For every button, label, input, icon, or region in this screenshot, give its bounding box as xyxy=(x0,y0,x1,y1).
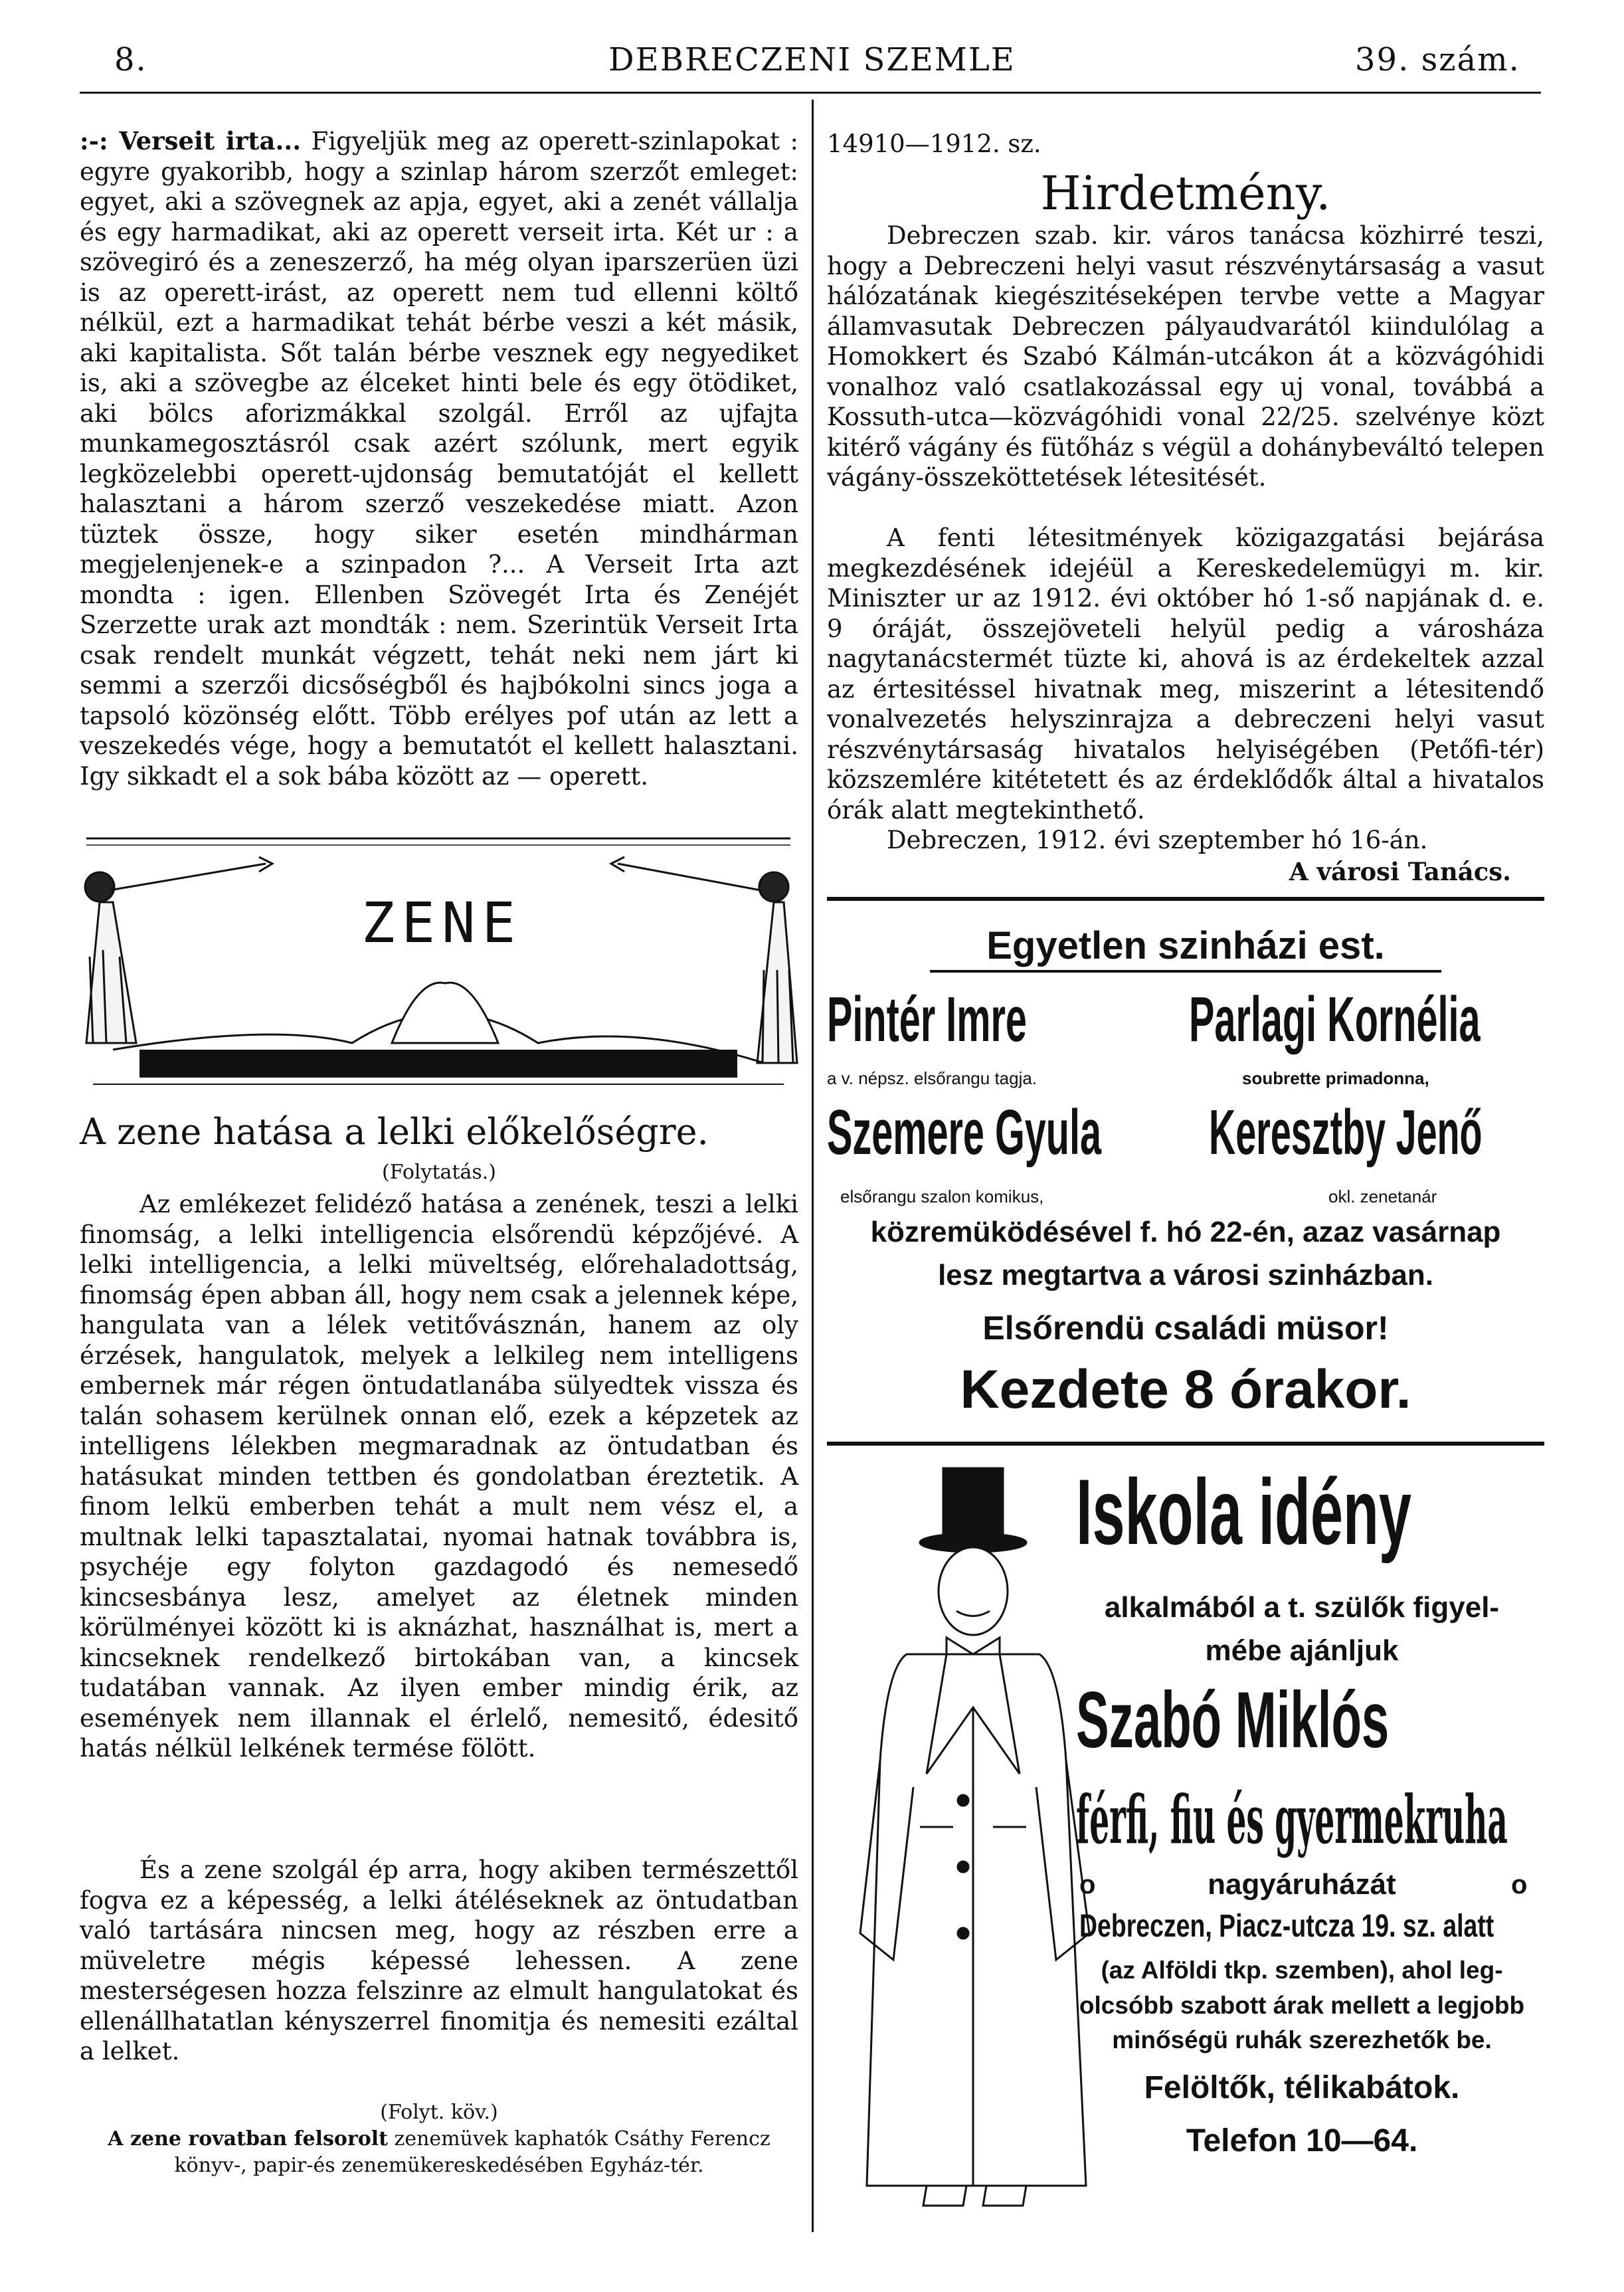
theatre-ad-title: Egyetlen szinházi est. xyxy=(986,924,1385,967)
notice-paragraph-2: A fenti létesitmények közigazgatási bejárása megkezdésének idejéül a Kereskedelemügyi m. kir. Miniszter ur az 1912. évi október hó 1-ső napjának d. e. 9 óráját, összejöveteli helyül pedig a városháza nagytanácstermét tüzte ki, ahová is az érdekeltek azzal az értesitéssel hivatnak meg, miszerint a létesitendő vonalvezetés helyszinrajza a debreczeni helyi vasut részvénytársaság hivatalos helyiségében (Petőfi-tér) közszemlére kitétetett és az érdeklődők által a hivatalos órák alatt megtekinthető. xyxy=(827,524,1544,824)
music-shop-note-bold: A zene rovatban felsorolt xyxy=(108,2127,389,2150)
ornament-right: o xyxy=(1511,1870,1528,1899)
clothing-ad-line-2: mébe ajánljuk xyxy=(1205,1634,1399,1667)
issue-number: 39. szám. xyxy=(1355,41,1520,78)
verseit-body: Figyeljük meg az operett-szinlapokat : egyre gyakoribb, hogy a szinlap három szerzőt emleget: egyet, aki a szövegnek az apja, egyet, aki a zenét vállalja és egy harmadikat, aki az operett verseit irta. Két ur : a szövegiró és a zeneszerző, ha még olyan iparszerüen üzi is az operett-irást, az operett nem tud ellenni költő nélkül, ezt a harmadikat tehát bérbe veszi a két másik, aki kapitalista. Sőt talán bérbe vesznek egy negyediket is, aki a szövegbe az élceket hinti bele és egy ötödiket, aki bölcs aforizmákkal szolgál. Erről az ujfajta munkamegosztásról csak azért szólunk, mert egyik legközelebbi operett-ujdonság bemutatóját el kellett halasztani a három szerző veszekedése miatt. Azon tüztek össze, hogy siker esetén mindhárman megjelenjenek-e a szinpadon ?... A Verseit Irta azt mondta : igen. Ellenben Szövegét Irta és Zenéjét Szerzette urak azt mondták : nem. Szerintük Verseit Irta csak rendelt munkát végzett, tehát neki nem járt ki semmi a szerzői dicsőségből és hajbókolni sincs joga a tapsoló közönség előtt. Több erélyes pof után az lett a veszekedés vége, hogy a bemutatót el kellett halasztani. Igy sikkadt el a sok bába között az — operett. xyxy=(80,127,798,791)
theatre-ad-line-1: közremüködésével f. hó 22-én, azaz vasárnap xyxy=(870,1216,1501,1248)
header-rule xyxy=(80,92,1541,94)
zene-banner-illustration xyxy=(73,824,804,1090)
column-divider xyxy=(812,100,814,2232)
notice-reference: 14910—1912. sz. xyxy=(827,130,1041,158)
theatre-ad-bottom-rule xyxy=(827,1442,1544,1446)
store-location-line-3: minőségü ruhák szerezhetők be. xyxy=(1112,2026,1492,2053)
folytatas-label: (Folytatás.) xyxy=(381,1161,496,1184)
notice-title: Hirdetmény. xyxy=(1040,166,1331,221)
ornament-left: o xyxy=(1079,1870,1096,1899)
performer-role-4: okl. zenetanár xyxy=(1328,1187,1437,1206)
performer-name-2: Parlagi Kornélia xyxy=(1189,984,1481,1055)
music-shop-note-rest: zenemüvek kaphatók Csáthy Ferencz könyv-, papir-és zenemükereskedésében Egyház-tér. xyxy=(174,2127,770,2177)
notice-paragraph-1: Debreczen szab. kir. város tanácsa közhirré teszi, hogy a Debreczeni helyi vasut részvénytársaság a vasut hálózatának kiegészitéseképen tervbe vette a Magyar államvasutak Debreczen pályaudvarától kiindulólag a Homokkert és Szabó Kálmán-utcákon át a közvágóhidi vonalhoz való csatlakozással egy uj vonal, továbbá a Kossuth-utca—közvágóhidi vonal 22/25. szelvénye közt kitérő vágány és fütőház s végül a dohánybeváltó telepen vágány-összeköttetések létesitését. xyxy=(827,221,1544,492)
verseit-article xyxy=(80,126,798,791)
verseit-lead: :-: Verseit irta... xyxy=(80,126,302,155)
performer-role-3: elsőrangu szalon komikus, xyxy=(840,1187,1044,1206)
notice-signature: A városi Tanács. xyxy=(1289,857,1511,886)
theatre-ad-line-3: Elsőrendü családi müsor! xyxy=(982,1309,1389,1347)
zene-article-title: A zene hatása a lelki előkelőségre. xyxy=(80,1111,709,1153)
zene-paragraph-1: Az emlékezet felidéző hatása a zenének, teszi a lelki finomság, a lelki intelligencia elsőrendü képzőjévé. A lelki intelligencia, a lelki müveltség, előrehaladottság, finomság épen abban áll, hogy nem csak a jelennek képe, hangulata van a lélek vetitővásznán, hanem az oly érzések, hangulatok, melyek a lelkileg nem intelligens embernek már régen öntudatlanába sülyedtek vissza és talán sohasem kerülnek onnan elő, ezek a képzetek az intelligens lélekben megmaradnak az öntudatban és hatásukat minden tettben és gondolatban éreztetik. A finom lelkü emberben tehát a mult nem vész el, a multnak lelki tapasztalatai, nyomai hatnak továbbra is, psychéje egy folyton gazdagodó és nemesedő kincsesbánya lesz, amelyet az életnek minden körülményei között ki is aknázhat, használhat is, mert a kincseknek rendelkező birtokában van, a kincsek tudatában vannak. Az ilyen ember mindig érik, az események nem illannak el érlelő, nemesitő, édesitő hatás nélkül lelkének termése fölött. xyxy=(80,1190,798,1763)
shop-owner-name: Szabó Miklós xyxy=(1076,1675,1390,1765)
notice-date: Debreczen, 1912. évi szeptember hó 16-án. xyxy=(887,826,1428,854)
notice-ad-divider xyxy=(827,897,1544,901)
clothing-type-line: férfi, fiu és gyermekruha xyxy=(1076,1780,1508,1859)
theatre-ad-underline xyxy=(930,970,1441,973)
performer-role-1: a v. népsz. elsőrangu tagja. xyxy=(827,1068,1038,1088)
clothing-ad-line-1: alkalmából a t. szülők figyel- xyxy=(1104,1591,1500,1624)
telephone-line: Telefon 10—64. xyxy=(1186,2123,1418,2158)
performer-role-2: soubrette primadonna, xyxy=(1242,1068,1429,1088)
music-shop-note xyxy=(80,2126,798,2179)
store-label: nagyáruházát xyxy=(1208,1868,1396,1901)
store-location-line-1: (az Alföldi tkp. szemben), ahol leg- xyxy=(1101,1957,1503,1984)
coats-line: Felöltők, télikabátok. xyxy=(1144,2070,1460,2105)
school-season-title: Iskola idény xyxy=(1076,1460,1411,1564)
theatre-ad-line-2: lesz megtartva a városi szinházban. xyxy=(938,1259,1433,1291)
zene-paragraph-2: És a zene szolgál ép arra, hogy akiben természettől fogva ez a képesség, a lelki átéléseknek az öntudatban való tartására nincsen meg, hogy az részben erre a müveletre mégis képessé lehessen. A zene mesterségesen hozza felszinre az elmult hangulatokat és ellenállhatatlan kényszerrel finomitja és nemesiti ezáltal a lelket. xyxy=(80,1856,798,2065)
performer-name-3: Szemere Gyula xyxy=(827,1097,1102,1168)
folyt-kov-label: (Folyt. köv.) xyxy=(380,2101,498,2124)
journal-title: DEBRECZENI SZEMLE xyxy=(608,41,1016,78)
performer-name-4: Keresztby Jenő xyxy=(1209,1097,1483,1168)
theatre-ad-line-4: Kezdete 8 órakor. xyxy=(960,1359,1411,1420)
zene-banner-word: ZENE xyxy=(361,890,523,955)
page-number: 8. xyxy=(114,41,147,78)
store-location-line-2: olcsóbb szabott árak mellett a legjobb xyxy=(1079,1992,1525,2019)
zene-banner xyxy=(73,824,804,1090)
performer-name-1: Pintér Imre xyxy=(827,984,1027,1055)
store-address: Debreczen, Piacz-utcza 19. sz. alatt xyxy=(1079,1909,1494,1944)
